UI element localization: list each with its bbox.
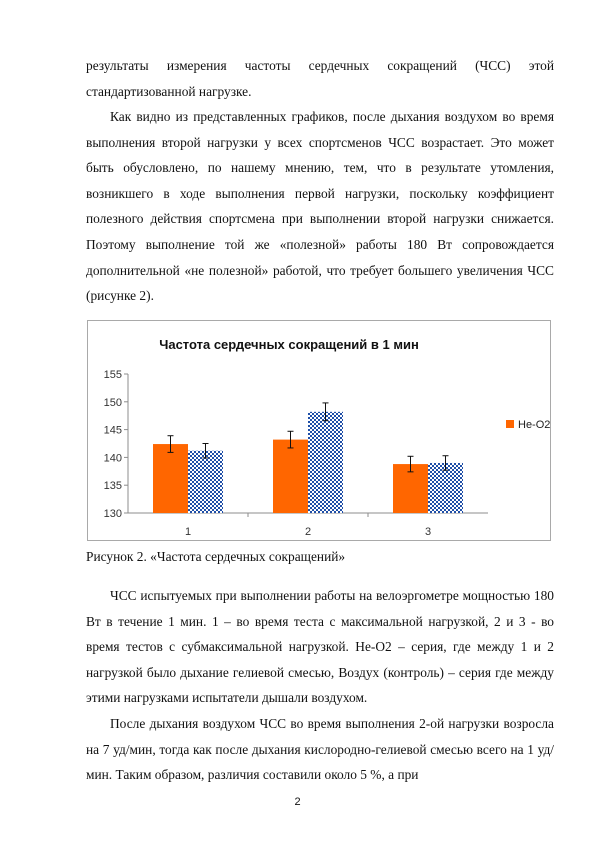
x-tick-label: 1 [184, 526, 192, 538]
y-tick-label: 145 [103, 424, 122, 437]
x-tick-label: 2 [304, 526, 312, 538]
y-tick-label: 135 [103, 480, 122, 493]
x-tick-label: 3 [424, 526, 432, 538]
legend-swatch [506, 420, 514, 428]
heart-rate-chart [88, 321, 550, 540]
chart-figure [87, 320, 551, 541]
bar-series-2-cat-2 [308, 412, 343, 513]
chart-title: Частота сердечных сокращений в 1 мин [159, 337, 419, 352]
page-number: 2 [294, 796, 301, 808]
paragraph-analysis: Как видно из представленных графиков, после дыхания воздухом во время выполнения второй нагрузки у всех спортсменов ЧСС возрастает. Это может быть обусловлено, по нашему мнению, тем, что в результате утомления, возникшего в ходе выполнения первой нагрузки, поскольку коэффициент полезного действия спортсмена при выполнении второй нагрузки снижается. Поэтому выполнение той же «полезной» работы 180 Вт сопровождается дополнительной «не полезной» работой, что требует большего увеличения ЧСС (рисунке 2). [86, 109, 554, 304]
paragraph-intro: результаты измерения частоты сердечных сокращений (ЧСС) этой стандартизованной нагрузке. [86, 58, 554, 99]
bar-series-2-cat-1 [188, 451, 223, 513]
figure-caption: Рисунок 2. «Частота сердечных сокращений» [86, 549, 346, 564]
paragraph-figure-description: ЧСС испытуемых при выполнении работы на велоэргометре мощностью 180 Вт в течение 1 мин. 1 – во время теста с максимальной нагрузкой, 2 и 3 - во время тестов с субмаксимальной нагрузкой. He-O2 – серия, где между 1 и 2 нагрузкой было дыхание гелиевой смесью, Воздух (контроль) – серия где между этими нагрузками испытатели дышали воздухом. [86, 588, 554, 706]
paragraph-results: После дыхания воздухом ЧСС во время выполнения 2-ой нагрузки возросла на 7 уд/мин, тогда как после дыхания кислородно-гелиевой смесью всего на 1 уд/мин. Таким образом, различия составили около 5 %, а при [86, 716, 554, 783]
legend-label: He-O2 [518, 419, 550, 431]
bar-series-1-cat-1 [153, 444, 188, 513]
y-tick-label: 130 [103, 508, 122, 520]
bar-series-1-cat-2 [273, 440, 308, 513]
y-tick-label: 140 [103, 452, 122, 465]
y-tick-label: 155 [103, 369, 122, 381]
y-tick-label: 150 [103, 396, 122, 409]
